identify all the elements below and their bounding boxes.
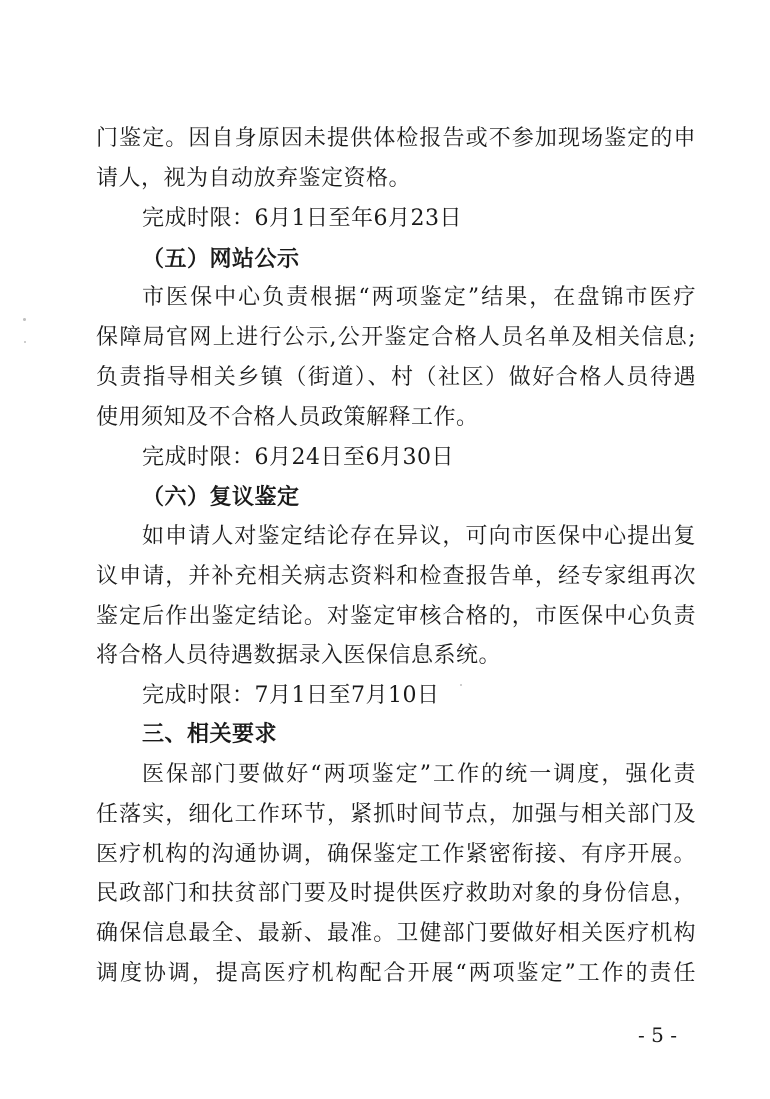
paragraph-line: 使用须知及不合格人员政策解释工作。 <box>96 405 479 430</box>
paragraph-line: 保障局官网上进行公示,公开鉴定合格人员名单及相关信息; <box>96 325 696 350</box>
paragraph-line: 负责指导相关乡镇（街道）、村（社区）做好合格人员待遇 <box>96 365 696 390</box>
deadline-line: 完成时限：6月24日至6月30日 <box>142 445 454 470</box>
scan-speck <box>23 318 26 321</box>
paragraph-line: 市医保中心负责根据“两项鉴定”结果，在盘锦市医疗 <box>142 285 696 310</box>
paragraph-line: 医保部门要做好“两项鉴定”工作的统一调度，强化责 <box>142 762 696 787</box>
paragraph-line: 民政部门和扶贫部门要及时提供医疗救助对象的身份信息， <box>96 881 696 906</box>
page-number: - 5 - <box>638 1023 677 1047</box>
paragraph-line: 请人，视为自动放弃鉴定资格。 <box>96 166 412 191</box>
section-heading-review-appraisal: （六）复议鉴定 <box>142 484 300 510</box>
paragraph-line: 门鉴定。因自身原因未提供体检报告或不参加现场鉴定的申 <box>96 126 696 151</box>
paragraph-line: 任落实，细化工作环节，紧抓时间节点，加强与相关部门及 <box>96 802 696 827</box>
paragraph-line: 医疗机构的沟通协调，确保鉴定工作紧密衔接、有序开展。 <box>96 842 696 867</box>
section-heading-website-publicity: （五）网站公示 <box>142 246 300 272</box>
paragraph-line: 将合格人员待遇数据录入医保信息系统。 <box>96 643 502 668</box>
deadline-line: 完成时限：7月1日至7月10日 <box>142 683 440 708</box>
deadline-line: 完成时限：6月1日至年6月23日 <box>142 206 462 231</box>
paragraph-line: 议申请，并补充相关病志资料和检查报告单，经专家组再次 <box>96 564 696 589</box>
paragraph-line: 确保信息最全、最新、最准。卫健部门要做好相关医疗机构 <box>96 921 696 946</box>
section-heading-related-requirements: 三、相关要求 <box>142 722 278 747</box>
paragraph-line: 如申请人对鉴定结论存在异议，可向市医保中心提出复 <box>142 524 696 549</box>
scan-speck <box>24 341 26 343</box>
paragraph-line: 调度协调，提高医疗机构配合开展“两项鉴定”工作的责任 <box>96 961 696 986</box>
scan-speck <box>460 684 462 686</box>
paragraph-line: 鉴定后作出鉴定结论。对鉴定审核合格的，市医保中心负责 <box>96 604 696 629</box>
